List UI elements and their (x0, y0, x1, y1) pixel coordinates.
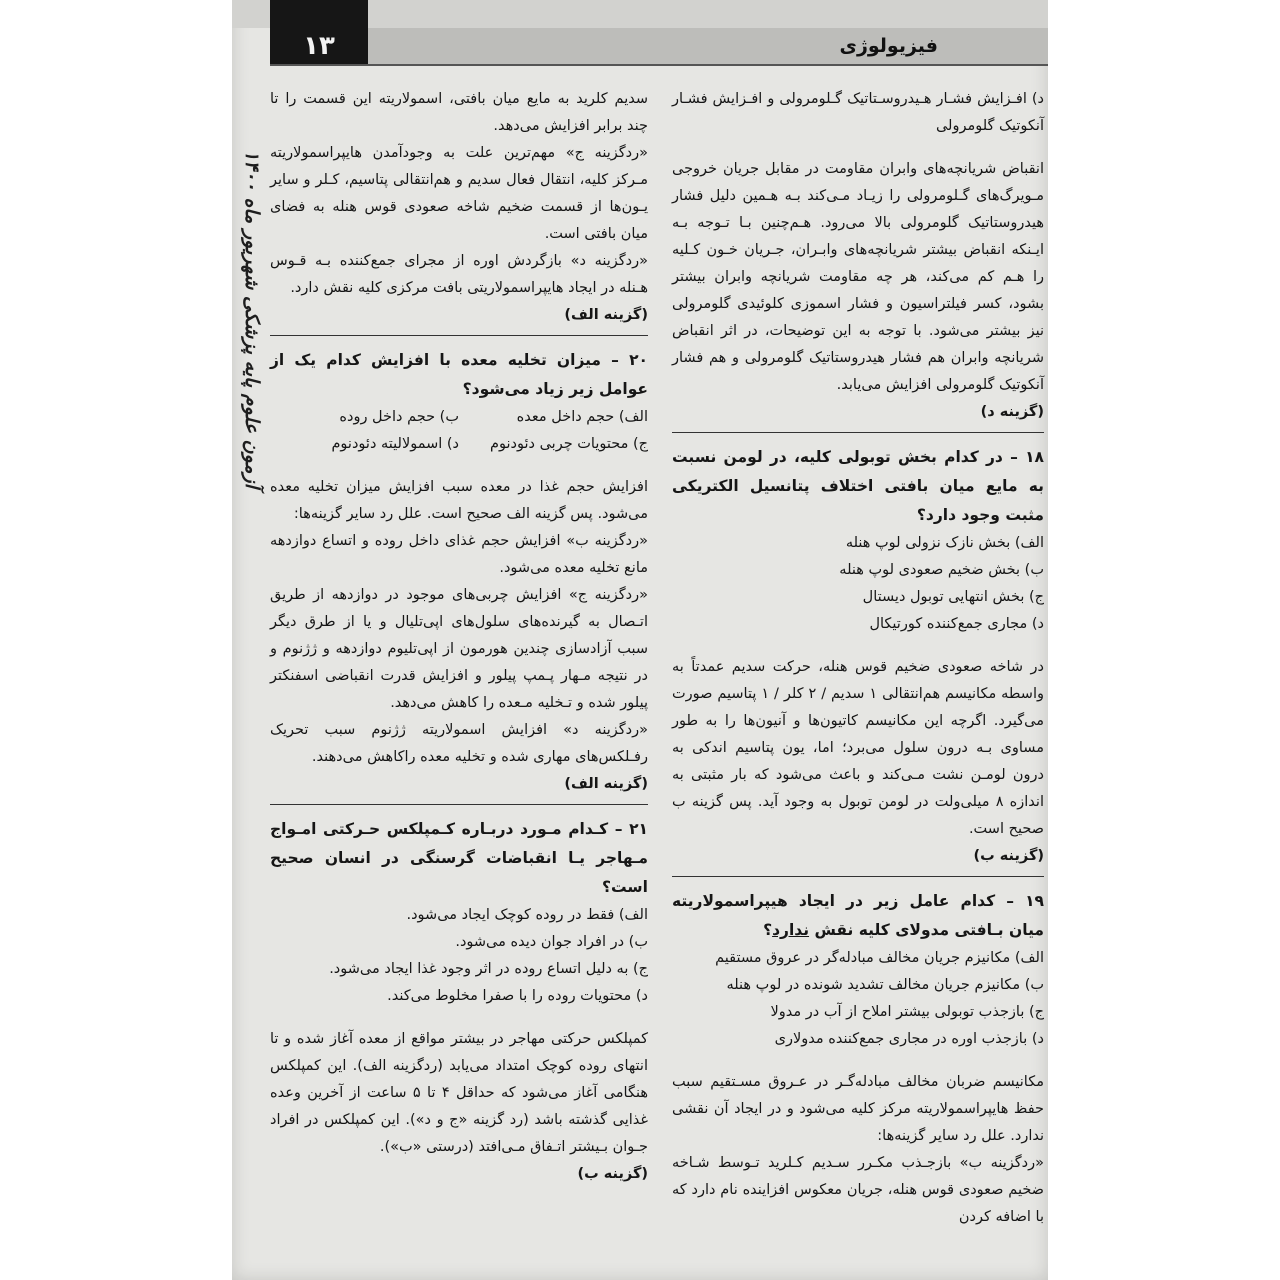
question-divider (270, 335, 648, 336)
option-21-d: د) محتویات روده را با صفرا مخلوط می‌کند. (387, 988, 648, 1004)
answer-18: (گزینه ب) (973, 848, 1044, 864)
reject-20-d: «ردگزینه د» افزایش اسمولاریته ژژنوم سبب تحریک رفـلکس‌های مهاری شده و تخلیه معده راکاهش می‌دهند. (270, 722, 648, 765)
reject-20-b: «ردگزینه ب» افزایش حجم غذای داخل روده و اتساع دوازدهه مانع تخلیه معده می‌شود. (270, 533, 648, 576)
option-18-b: ب) بخش ضخیم صعودی لوپ هنله (839, 562, 1044, 578)
continuation-19: سدیم کلرید به مایع میان بافتی، اسمولاریته این قسمت را تا چند برابر افزایش می‌دهد. (270, 91, 648, 134)
side-caption: آزمون علوم پایه پزشکی شهریور ماه ۱۴۰۰ (241, 150, 263, 489)
book-page (232, 0, 1048, 1280)
question-18: ۱۸ – در کدام بخش توبولی کلیه، در لومن نسبت به مایع میان بافتی اختلاف پتانسیل الکتریکی مثبت وجود دارد؟ (672, 448, 1044, 524)
explanation-20: افزایش حجم غذا در معده سبب افزایش میزان تخلیه معده می‌شود. پس گزینه الف صحیح است. علل رد سایر گزینه‌ها: (270, 479, 648, 522)
option-19-b: ب) مکانیزم جریان مخالف تشدید شونده در لوپ هنله (726, 977, 1044, 993)
question-19 (672, 887, 1044, 945)
question-19-underlined: ندارد (772, 921, 810, 939)
option-18-d: د) مجاری جمع‌کننده کورتیکال (869, 616, 1044, 632)
reject-19-c: «ردگزینه ج» مهم‌ترین علت به وجودآمدن هایپراسمولاریته مـرکز کلیه، انتقال فعال سدیم و هم‌انتقالی پتاسیم، کـلر و سایر یـون‌ها از قسمت ضخیم شاخه صعودی قوس هنله به فضای میان بافتی است. (270, 145, 648, 242)
page-number-box (270, 0, 368, 64)
option-21-c: ج) به دلیل اتساع روده در اثر وجود غذا ایجاد می‌شود. (329, 961, 648, 977)
background-right (1048, 0, 1280, 1280)
answer-17: (گزینه د) (980, 404, 1044, 420)
explanation-17: انقباض شریانچه‌های وابران مقاومت در مقابل جریان خروجی مـویرگ‌های گـلومرولی را زیـاد مـی‌کند بـه هـمین دلیل فشار هیدروستاتیک گلومرولی بالا می‌رود. هـم‌چنین بـا تـوجه بـه ایـنکه انقباض بیشتر شریانچه‌های وابـران، جـریان خـون کـلیه را هـم کم می‌کند، هر چه مقاومت شریانچه وابران بیشتر بشود، کسر فیلتراسیون و فشار اسموزی کلوئیدی گلومرولی نیز بیشتر می‌شود. با توجه به این توضیحات، در اثر انقباض شریانچه وابران هم فشار هیدروستاتیک گلومرولی و هم فشار آنکوتیک گلومرولی افزایش می‌یابد. (672, 161, 1044, 393)
header-rule (270, 64, 1048, 66)
option-20-c: ج) محتویات چربی دئودنوم (490, 436, 648, 452)
option-19-c: ج) بازجذب توبولی بیشتر املاح از آب در مدولا (770, 1004, 1044, 1020)
right-column (672, 86, 1044, 1231)
question-20: ۲۰ – میزان تخلیه معده با افزایش کدام یک از عوامل زیر زیاد می‌شود؟ (270, 351, 648, 398)
reject-19-d: «ردگزینه د» بازگردش اوره از مجرای جمع‌کننده بـه قـوس هـنله در ایجاد هایپراسمولاریتی بافت مرکزی کلیه نقش دارد. (270, 253, 648, 296)
left-column (270, 86, 648, 1188)
explanation-18: در شاخه صعودی ضخیم قوس هنله، حرکت سدیم عمدتاً به واسطه مکانیسم هم‌انتقالی ۱ سدیم / ۲ کلر / ۱ پتاسیم صورت می‌گیرد. اگرچه این مکانیسم کاتیون‌ها و آنیون‌ها را به طور مساوی بـه درون سلول می‌برد؛ اما، یون پتاسیم اندکی به درون لومـن نشت مـی‌کند و باعث می‌شود که بار مثبتی به اندازه ۸ میلی‌ولت در لومن توبول به وجود آید. پس گزینه ب صحیح است. (672, 659, 1044, 837)
answer-19: (گزینه الف) (564, 307, 648, 323)
question-divider (672, 876, 1044, 877)
question-19-text: ۱۹ – کدام عامل زیر در ایجاد هیپراسمولاریته میان بـافتی مدولای کلیه نقش (672, 892, 1044, 939)
reject-19-b: «ردگزینه ب» بازجـذب مکـرر سـدیم کـلرید تـوسط شـاخه ضخیم صعودی قوس هنله، جریان معکوس افزاینده نام دارد که با اضافه کردن (672, 1155, 1044, 1225)
explanation-21: کمپلکس حرکتی مهاجر در بیشتر مواقع از معده آغاز شده و تا انتهای روده کوچک امتداد می‌یابد (ردگزینه الف). این کمپلکس هنگامی آغاز می‌شود که حداقل ۴ تا ۵ ساعت از آخرین وعده غذایی گذشته باشد (رد گزینه «ج و د»). این کمپلکس در افراد جـوان بـیشتر اتـفاق مـی‌افتد (درستی «ب»). (270, 1031, 648, 1155)
question-divider (672, 432, 1044, 433)
option-20-b: ب) حجم داخل روده (339, 409, 459, 425)
option-21-a: الف) فقط در روده کوچک ایجاد می‌شود. (406, 907, 648, 923)
answer-21: (گزینه ب) (577, 1166, 648, 1182)
options-20-row-2 (270, 431, 648, 458)
option-20-d: د) اسمولالیته دئودنوم (331, 436, 459, 452)
question-19-end: ؟ (763, 921, 773, 939)
answer-20: (گزینه الف) (564, 776, 648, 792)
option-19-a: الف) مکانیزم جریان مخالف مبادله‌گر در عروق مستقیم (715, 950, 1044, 966)
explanation-19: مکانیسم ضربان مخالف مبادله‌گـر در عـروق مسـتقیم سبب حفظ هایپراسمولاریته مرکز کلیه می‌شود و در ایجاد آن نقشی ندارد. علل رد سایر گزینه‌ها: (672, 1074, 1044, 1144)
intro-option: د) افـزایش فشـار هـیدروسـتاتیک گـلومرولی و افـزایش فشـار آنکوتیک گلومرولی (672, 91, 1044, 134)
question-21: ۲۱ – کـدام مـورد دربـاره کـمپلکس حـرکتی امـواج مـهاجر یـا انقباضات گرسنگی در انسان صحیح است؟ (270, 820, 648, 896)
reject-20-c: «ردگزینه ج» افزایش چربی‌های موجود در دوازدهه از طریق اتـصال به گیرنده‌های سلول‌های اپی‌تلیال و یا از طرق دیگر سبب آزادسازی چندین هورمون از اپی‌تلیوم دوازدهه و ژژنوم و در نتیجه مـهار پـمپ پیلور و افزایش قدرت انقباضی اسفنکتر پیلور شده و تـخلیه مـعده را کاهش می‌دهد. (270, 587, 648, 711)
background-left (0, 0, 232, 1280)
option-18-c: ج) بخش انتهایی توبول دیستال (862, 589, 1044, 605)
option-21-b: ب) در افراد جوان دیده می‌شود. (455, 934, 648, 950)
chapter-title: فیزیولوژی (839, 35, 938, 57)
page-number: ۱۳ (303, 31, 335, 61)
option-20-a: الف) حجم داخل معده (516, 409, 648, 425)
question-divider (270, 804, 648, 805)
option-19-d: د) بازجذب اوره در مجاری جمع‌کننده مدولاری (774, 1031, 1044, 1047)
options-20-row-1 (270, 404, 648, 431)
option-18-a: الف) بخش نازک نزولی لوپ هنله (845, 535, 1044, 551)
header-bar (368, 28, 1048, 64)
